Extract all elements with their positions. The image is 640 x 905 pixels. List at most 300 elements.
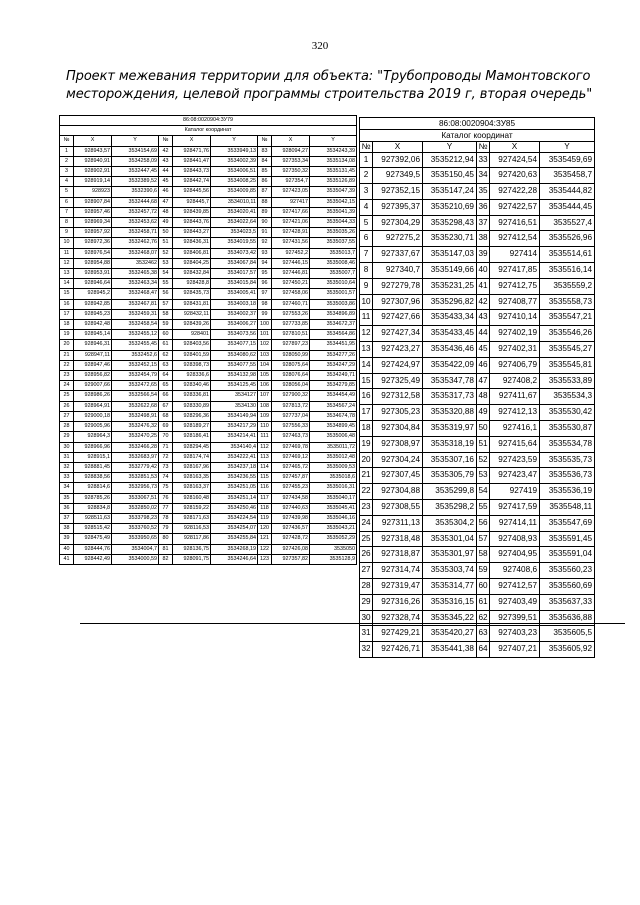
column-header: Y — [540, 142, 595, 153]
point-number: 87 — [258, 187, 272, 197]
point-number: 94 — [258, 258, 272, 268]
coordinate-value: 927416,1 — [490, 421, 540, 437]
table-row — [60, 442, 357, 452]
table-row — [60, 554, 357, 564]
point-number: 81 — [159, 544, 173, 554]
point-number: 73 — [159, 462, 173, 472]
coordinate-value: 928443,27 — [173, 228, 211, 238]
coordinate-value: 3534251,14 — [211, 493, 258, 503]
coordinate-value: 927556,33 — [272, 422, 310, 432]
catalog-label: Каталог координат — [360, 130, 595, 142]
coordinate-value: 3535037,55 — [310, 238, 357, 248]
point-number: 18 — [60, 320, 74, 330]
coordinate-value: 3534674,78 — [310, 411, 357, 421]
coordinate-value: 927316,26 — [373, 594, 423, 610]
coordinate-value: 3534073,42 — [211, 248, 258, 258]
coordinate-value: 3535128,9 — [310, 554, 357, 564]
coordinate-value: 3535149,66 — [423, 263, 477, 279]
table-row — [60, 228, 357, 238]
coordinate-value: 3534268,19 — [211, 544, 258, 554]
coordinate-value: 928445,56 — [173, 187, 211, 197]
coordinate-value: 928902,91 — [74, 167, 112, 177]
coordinate-value: 3535591,45 — [540, 531, 595, 547]
table-row — [60, 177, 357, 187]
point-number: 15 — [60, 289, 74, 299]
point-number: 17 — [60, 309, 74, 319]
point-number: 40 — [60, 544, 74, 554]
point-number: 58 — [159, 309, 173, 319]
coordinate-value: 3534154,69 — [112, 146, 159, 156]
table-row — [60, 238, 357, 248]
coordinate-value: 3534217,29 — [211, 422, 258, 432]
coordinate-value: 3535441,38 — [423, 642, 477, 658]
table-row — [60, 269, 357, 279]
coordinate-value: 3534008,25 — [211, 177, 258, 187]
point-number: 60 — [159, 330, 173, 340]
coordinate-value: 3535516,14 — [540, 263, 595, 279]
coordinate-value: 928136,75 — [173, 544, 211, 554]
table-row — [60, 197, 357, 207]
point-number: 3 — [360, 184, 373, 200]
coordinate-value: 3535305,79 — [423, 468, 477, 484]
coordinate-value: 927426,08 — [272, 544, 310, 554]
table-row — [60, 544, 357, 554]
point-number: 68 — [159, 411, 173, 421]
coordinate-value: 3534015,84 — [211, 279, 258, 289]
table-row — [360, 421, 595, 437]
point-number: 59 — [159, 320, 173, 330]
point-number: 3 — [60, 167, 74, 177]
coordinate-value: 3532498,91 — [112, 411, 159, 421]
coordinate-value: 927423,47 — [490, 468, 540, 484]
coordinate-value: 927340,7 — [373, 263, 423, 279]
coordinate-value: 3535301,97 — [423, 547, 477, 563]
coordinate-value: 927424,97 — [373, 357, 423, 373]
point-number: 19 — [60, 330, 74, 340]
point-number: 123 — [258, 554, 272, 564]
coordinate-value: 3535044,33 — [310, 218, 357, 228]
table-row — [60, 279, 357, 289]
point-number: 51 — [159, 238, 173, 248]
coordinate-value: 927412,13 — [490, 405, 540, 421]
table-row — [360, 484, 595, 500]
point-number: 10 — [60, 238, 74, 248]
point-number: 9 — [360, 278, 373, 294]
coordinate-value: 3532622,68 — [112, 401, 159, 411]
coordinate-value: 3535636,88 — [540, 610, 595, 626]
coordinate-value: 928956,82 — [74, 371, 112, 381]
point-number: 64 — [477, 642, 490, 658]
coordinate-value: 928443,76 — [173, 218, 211, 228]
point-number: 41 — [477, 278, 490, 294]
coordinate-value: 3535147,24 — [423, 184, 477, 200]
coordinate-value: 927353,34 — [272, 156, 310, 166]
coordinate-value: 928946,64 — [74, 279, 112, 289]
coordinate-value: 3535317,73 — [423, 389, 477, 405]
coordinate-value: 3535318,19 — [423, 436, 477, 452]
point-number: 74 — [159, 473, 173, 483]
title-line-2: месторождения, целевой программы строительства 2019 г, вторая очередь" — [66, 87, 593, 102]
point-number: 23 — [60, 371, 74, 381]
table-row — [360, 579, 595, 595]
coordinate-value: 3535320,88 — [423, 405, 477, 421]
point-number: 60 — [477, 579, 490, 595]
coordinate-table-zu79 — [59, 115, 357, 565]
point-number: 112 — [258, 442, 272, 452]
point-number: 52 — [477, 452, 490, 468]
coordinate-value: 3532458,71 — [112, 228, 159, 238]
coordinate-value: 3535345,22 — [423, 610, 477, 626]
coordinate-value: 927402,19 — [490, 326, 540, 342]
coordinate-value: 927279,78 — [373, 278, 423, 294]
point-number: 85 — [258, 167, 272, 177]
coordinate-value: 927275,2 — [373, 231, 423, 247]
coordinate-value: 927412,57 — [490, 579, 540, 595]
coordinate-value: 927424,54 — [490, 152, 540, 168]
coordinate-value: 3532455,12 — [112, 330, 159, 340]
point-number: 51 — [477, 436, 490, 452]
point-number: 122 — [258, 544, 272, 554]
coordinate-value: 3535560,23 — [540, 563, 595, 579]
coordinate-value: 3532683,97 — [112, 452, 159, 462]
coordinate-value: 928167,96 — [173, 462, 211, 472]
column-header: Y — [310, 136, 357, 146]
coordinate-value: 3532466,28 — [112, 442, 159, 452]
coordinate-value: 927308,55 — [373, 500, 423, 516]
table-row — [360, 326, 595, 342]
table-row — [60, 493, 357, 503]
coordinate-value: 929000,18 — [74, 411, 112, 421]
coordinate-value: 3535147,03 — [423, 247, 477, 263]
point-number: 86 — [258, 177, 272, 187]
coordinate-value: 3535212,94 — [423, 152, 477, 168]
coordinate-value: 927412,75 — [490, 278, 540, 294]
point-number: 59 — [477, 563, 490, 579]
coordinate-value: 3535558,73 — [540, 294, 595, 310]
coordinate-value: 3534019,55 — [211, 238, 258, 248]
point-number: 82 — [159, 554, 173, 564]
coordinate-value: 927325,49 — [373, 373, 423, 389]
point-number: 32 — [60, 462, 74, 472]
point-number: 22 — [360, 484, 373, 500]
point-number: 63 — [159, 360, 173, 370]
table-row — [360, 373, 595, 389]
coordinate-value: 3532472,65 — [112, 381, 159, 391]
point-number: 103 — [258, 350, 272, 360]
coordinate-value: 927422,28 — [490, 184, 540, 200]
coordinate-value: 3535514,61 — [540, 247, 595, 263]
point-number: 61 — [159, 340, 173, 350]
coordinate-value: 3535150,45 — [423, 168, 477, 184]
coordinate-value: 3532390,6 — [112, 187, 159, 197]
table-row — [60, 207, 357, 217]
point-number: 80 — [159, 534, 173, 544]
coordinate-value: 3535534,78 — [540, 436, 595, 452]
coordinate-value: 3535299,8 — [423, 484, 477, 500]
coordinate-value: 3534020,41 — [211, 207, 258, 217]
point-number: 46 — [159, 187, 173, 197]
coordinate-value: 928186,41 — [173, 432, 211, 442]
point-number: 52 — [159, 248, 173, 258]
coordinate-value: 928406,81 — [173, 248, 211, 258]
column-header-row — [360, 142, 595, 153]
table-row — [60, 452, 357, 462]
coordinate-value: 3535003,86 — [310, 299, 357, 309]
coordinate-value: 927412,54 — [490, 231, 540, 247]
table-row — [360, 389, 595, 405]
coordinate-value: 927897,23 — [272, 340, 310, 350]
point-number: 64 — [159, 371, 173, 381]
coordinate-value: 3535316,15 — [423, 594, 477, 610]
coordinate-value: 927439,98 — [272, 513, 310, 523]
column-header: X — [373, 142, 423, 153]
point-number: 45 — [159, 177, 173, 187]
coordinate-value: 3532455,45 — [112, 340, 159, 350]
coordinate-value: 928945,23 — [74, 309, 112, 319]
coordinate-value: 927350,32 — [272, 167, 310, 177]
coordinate-value: 3534258,09 — [112, 156, 159, 166]
point-number: 44 — [159, 167, 173, 177]
coordinate-value: 927305,23 — [373, 405, 423, 421]
point-number: 7 — [360, 247, 373, 263]
coordinate-value: 3532447,45 — [112, 167, 159, 177]
coordinate-value: 928947,11 — [74, 350, 112, 360]
coordinate-value: 3535230,71 — [423, 231, 477, 247]
table-row — [360, 278, 595, 294]
coordinate-value: 927307,45 — [373, 468, 423, 484]
point-number: 34 — [477, 168, 490, 184]
coordinate-value: 927469,78 — [272, 442, 310, 452]
coordinate-value: 3534237,18 — [211, 462, 258, 472]
point-number: 90 — [258, 218, 272, 228]
point-number: 99 — [258, 309, 272, 319]
point-number: 70 — [159, 432, 173, 442]
table-row — [60, 513, 357, 523]
point-number: 10 — [360, 294, 373, 310]
point-number: 49 — [477, 405, 490, 421]
coordinate-value: 3532444,68 — [112, 197, 159, 207]
table-row — [360, 468, 595, 484]
coordinate-value: 927423,05 — [272, 187, 310, 197]
table-row — [360, 342, 595, 358]
point-number: 78 — [159, 513, 173, 523]
coordinate-value: 3535433,34 — [423, 310, 477, 326]
coordinate-value: 3535422,09 — [423, 357, 477, 373]
point-number: 88 — [258, 197, 272, 207]
point-number: 42 — [477, 294, 490, 310]
coordinate-value: 928838,56 — [74, 473, 112, 483]
point-number: 1 — [60, 146, 74, 156]
point-number: 25 — [360, 531, 373, 547]
point-number: 102 — [258, 340, 272, 350]
coordinate-value: 927417,85 — [490, 263, 540, 279]
coordinate-value: 3533067,51 — [112, 493, 159, 503]
point-number: 40 — [477, 263, 490, 279]
page-divider-line — [80, 623, 625, 624]
coordinate-value: 3532462 — [112, 258, 159, 268]
point-number: 77 — [159, 503, 173, 513]
coordinate-value: 3534250,46 — [211, 503, 258, 513]
coordinate-value: 3535433,45 — [423, 326, 477, 342]
coordinate-value: 3534067,84 — [211, 258, 258, 268]
point-number: 110 — [258, 422, 272, 432]
coordinate-value: 928907,84 — [74, 197, 112, 207]
coordinate-value: 928340,46 — [173, 381, 211, 391]
coordinate-value: 927408,6 — [490, 563, 540, 579]
point-number: 39 — [477, 247, 490, 263]
coordinate-value: 928964,3 — [74, 432, 112, 442]
coordinate-value: 3534454,49 — [310, 391, 357, 401]
table-row — [60, 432, 357, 442]
table-row — [60, 462, 357, 472]
point-number: 35 — [60, 493, 74, 503]
coordinate-value: 927402,31 — [490, 342, 540, 358]
point-number: 93 — [258, 248, 272, 258]
point-number: 45 — [477, 342, 490, 358]
coordinate-value: 3534132,98 — [211, 371, 258, 381]
coordinate-value: 3533798,23 — [112, 513, 159, 523]
coordinate-value: 928511,63 — [74, 513, 112, 523]
coordinate-value: 927318,87 — [373, 547, 423, 563]
coordinate-value: 928050,99 — [272, 350, 310, 360]
coordinate-value: 3535605,92 — [540, 642, 595, 658]
coordinate-value: 3534073,56 — [211, 330, 258, 340]
coordinate-value: 3535314,77 — [423, 579, 477, 595]
coordinate-value: 928401 — [173, 330, 211, 340]
table-row — [60, 401, 357, 411]
coordinate-value: 3535296,82 — [423, 294, 477, 310]
point-number: 57 — [159, 299, 173, 309]
point-number: 29 — [60, 432, 74, 442]
point-number: 19 — [360, 436, 373, 452]
coordinate-value: 3535046,16 — [310, 513, 357, 523]
table-row — [60, 187, 357, 197]
point-number: 65 — [159, 381, 173, 391]
coordinate-value: 928445,7 — [173, 197, 211, 207]
coordinate-value: 3535436,46 — [423, 342, 477, 358]
coordinate-value: 927423,27 — [373, 342, 423, 358]
coordinate-value: 928336,6 — [173, 371, 211, 381]
coordinate-value: 3535210,69 — [423, 199, 477, 215]
point-number: 2 — [360, 168, 373, 184]
coordinate-value: 927311,13 — [373, 515, 423, 531]
coordinate-value: 928946,31 — [74, 340, 112, 350]
coordinate-value: 928945,2 — [74, 289, 112, 299]
coordinate-value: 3535303,74 — [423, 563, 477, 579]
column-header: X — [74, 136, 112, 146]
coordinate-value: 927337,67 — [373, 247, 423, 263]
coordinate-value: 928336,81 — [173, 391, 211, 401]
coordinate-value: 928403,56 — [173, 340, 211, 350]
table-row — [60, 411, 357, 421]
coordinate-value: 927304,24 — [373, 452, 423, 468]
coordinate-value: 3534023,5 — [211, 228, 258, 238]
coordinate-value: 928189,27 — [173, 422, 211, 432]
point-number: 20 — [60, 340, 74, 350]
coordinate-table-zu85 — [359, 117, 595, 658]
point-number: 38 — [477, 231, 490, 247]
point-number: 37 — [60, 513, 74, 523]
point-number: 91 — [258, 228, 272, 238]
coordinate-value: 3535008,46 — [310, 258, 357, 268]
point-number: 26 — [360, 547, 373, 563]
point-number: 29 — [360, 594, 373, 610]
table-row — [60, 248, 357, 258]
point-number: 8 — [360, 263, 373, 279]
catalog-label-row — [60, 126, 357, 136]
point-number: 98 — [258, 299, 272, 309]
coordinate-value: 3535637,33 — [540, 594, 595, 610]
coordinate-value: 927312,58 — [373, 389, 423, 405]
coordinate-value: 3535535,73 — [540, 452, 595, 468]
point-number: 27 — [360, 563, 373, 579]
point-number: 33 — [60, 473, 74, 483]
point-number: 43 — [159, 156, 173, 166]
point-number: 115 — [258, 473, 272, 483]
coordinate-value: 927417 — [272, 197, 310, 207]
coordinate-value: 3535126,89 — [310, 177, 357, 187]
coordinate-value: 927392,06 — [373, 152, 423, 168]
coordinate-value: 927408,77 — [490, 294, 540, 310]
coordinate-value: 3532452,15 — [112, 360, 159, 370]
coordinate-value: 3534896,89 — [310, 309, 357, 319]
coordinate-value: 928163,37 — [173, 483, 211, 493]
point-number: 53 — [477, 468, 490, 484]
table-row — [360, 152, 595, 168]
point-number: 56 — [159, 289, 173, 299]
point-number: 15 — [360, 373, 373, 389]
coordinate-value: 927900,32 — [272, 391, 310, 401]
coordinate-value: 927318,48 — [373, 531, 423, 547]
coordinate-value: 3532468,07 — [112, 248, 159, 258]
point-number: 38 — [60, 524, 74, 534]
coordinate-value: 928471,76 — [173, 146, 211, 156]
coordinate-value: 927813,72 — [272, 401, 310, 411]
coordinate-value: 927458,06 — [272, 289, 310, 299]
coordinate-value: 927427,66 — [373, 310, 423, 326]
coordinate-value: 928174,74 — [173, 452, 211, 462]
coordinate-value: 3534564,86 — [310, 330, 357, 340]
point-number: 42 — [159, 146, 173, 156]
table-row — [360, 594, 595, 610]
coordinate-value: 927428,91 — [272, 228, 310, 238]
table-row — [60, 320, 357, 330]
point-number: 54 — [477, 484, 490, 500]
table-row — [60, 167, 357, 177]
point-number: 31 — [360, 626, 373, 642]
coordinate-value: 928432,11 — [173, 309, 211, 319]
point-number: 66 — [159, 391, 173, 401]
point-number: 16 — [60, 299, 74, 309]
coordinate-value: 929005,96 — [74, 422, 112, 432]
table-row — [360, 294, 595, 310]
coordinate-value: 928075,64 — [272, 360, 310, 370]
point-number: 84 — [258, 156, 272, 166]
coordinate-value: 3532470,25 — [112, 432, 159, 442]
column-header: № — [477, 142, 490, 153]
coordinate-value: 928834,8 — [74, 503, 112, 513]
coordinate-value: 927349,5 — [373, 168, 423, 184]
coordinate-value: 928439,85 — [173, 207, 211, 217]
coordinate-value: 3535010,64 — [310, 279, 357, 289]
coordinate-value: 928435,73 — [173, 289, 211, 299]
coordinate-value: 3534130 — [211, 401, 258, 411]
table-row — [60, 360, 357, 370]
point-number: 12 — [360, 326, 373, 342]
point-number: 48 — [159, 207, 173, 217]
coordinate-value: 3534236,55 — [211, 473, 258, 483]
table-row — [60, 422, 357, 432]
